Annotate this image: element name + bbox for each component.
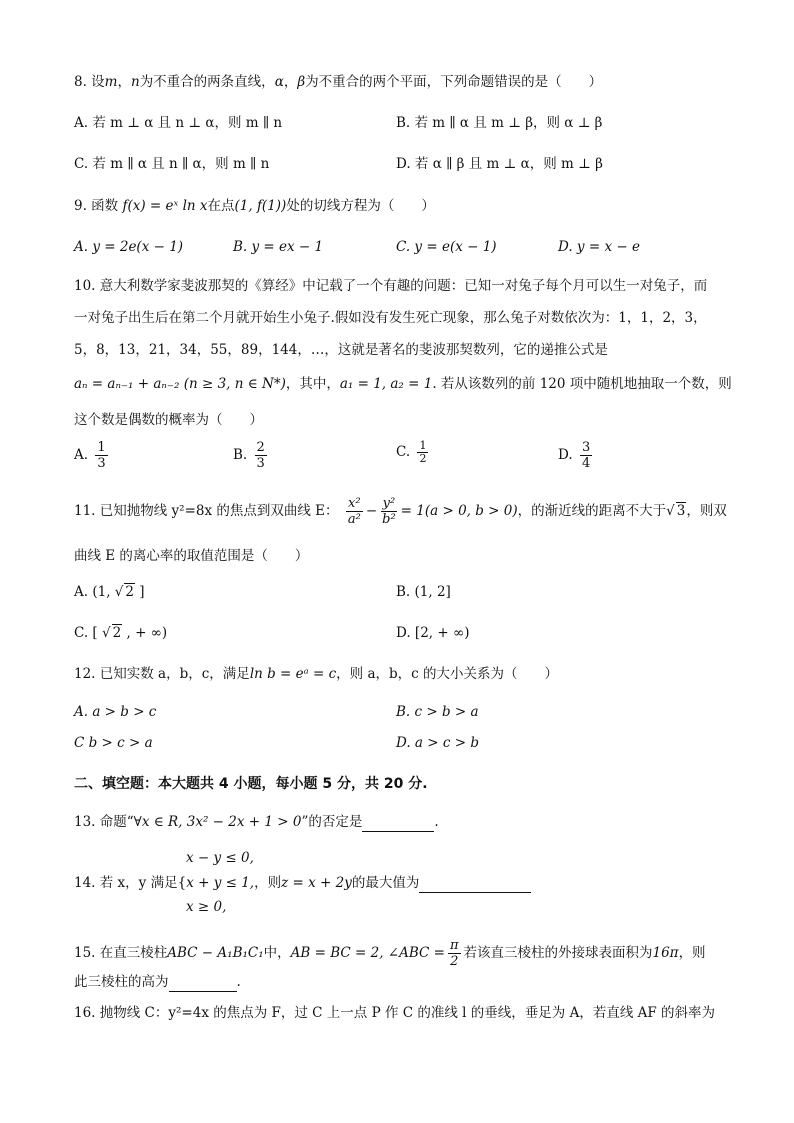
fraction: $\frac{\text{y²}}{\text{b²}}$ xyxy=(382,496,396,527)
q10-option-b: B. $\frac{2}{3}$ xyxy=(233,440,265,471)
q10-recurrence: aₙ = aₙ₋₁ + aₙ₋₂ (n ≥ 3, n ∈ N*) xyxy=(74,376,286,392)
q10-initial-values: a₁ = 1, a₂ = 1 xyxy=(339,376,433,392)
q10-line-1: 10. 意大利数学家斐波那契的《算经》中记载了一个有趣的问题：已知一对兔子每个月可以生一对兔子，而 xyxy=(74,278,708,294)
sqrt-symbol: √ xyxy=(102,625,111,641)
q10-line-3: 5，8，13，21，34，55，89，144，…，这就是著名的斐波那契数列，它的递推公式是 xyxy=(74,342,608,358)
sqrt-symbol: √ xyxy=(114,584,124,600)
answer-blank[interactable] xyxy=(169,975,237,992)
left-brace: { xyxy=(177,875,187,891)
fraction: $\frac{1}{3}$ xyxy=(97,440,106,471)
sqrt-symbol: √ xyxy=(666,503,675,519)
q9-option-b: B. y = ex − 1 xyxy=(233,239,324,255)
q11-stem: 11. 已知抛物线 y²=8x 的焦点到双曲线 E： $\frac{\text{x²}}{\text{a²}}$ − $\frac{\text{y²}}{\text{b²}}$ = 1(a > 0, b > 0)，的渐近线的距离不大于√ 3，则双 xyxy=(74,496,727,527)
q16-line-1: 16. 抛物线 C：y²=4x 的焦点为 F，过 C 上一点 P 作 C 的准线 l 的垂线，垂足为 A，若直线 AF 的斜率为 xyxy=(74,1005,716,1021)
q14-constraint-1: x − y ≤ 0, xyxy=(186,850,254,866)
q14-stem: 14. 若 x，y 满足{x + y ≤ 1,，则z = x + 2y的最大值为 xyxy=(74,873,531,893)
q9-option-c: C. y = e(x − 1) xyxy=(396,239,497,255)
fraction: $\frac{\text{x²}}{\text{a²}}$ xyxy=(347,496,361,527)
q11-option-d: D. [2, + ∞) xyxy=(396,625,470,641)
fraction: $\frac{1}{2}$ xyxy=(419,439,427,465)
q10-option-a: A. $\frac{1}{3}$ xyxy=(74,440,106,471)
q11-line-2: 曲线 E 的离心率的取值范围是（ ） xyxy=(74,548,309,564)
q10-option-c: C. $\frac{1}{2}$ xyxy=(396,439,427,465)
answer-blank[interactable] xyxy=(362,815,434,832)
q8-option-b: B. 若 m ∥ α 且 m ⊥ β，则 α ⊥ β xyxy=(396,115,603,131)
q12-option-c: C b > c > a xyxy=(74,735,153,751)
q9-stem: 9. 函数 f(x) = eˣ ln x在点(1, f(1))处的切线方程为（ ） xyxy=(74,198,435,214)
q8-option-a: A. 若 m ⊥ α 且 n ⊥ α，则 m ∥ n xyxy=(74,115,283,131)
fraction: $\frac{\pi}{2}$ xyxy=(449,938,459,969)
answer-blank[interactable] xyxy=(419,876,531,893)
q12-option-d: D. a > c > b xyxy=(396,735,479,751)
q15-line-2: 此三棱柱的高为 . xyxy=(74,974,241,990)
fraction: $\frac{2}{3}$ xyxy=(256,440,265,471)
q12-option-a: A. a > b > c xyxy=(74,704,157,720)
q10-option-d: D. $\frac{3}{4}$ xyxy=(558,440,591,471)
q10-line-4: aₙ = aₙ₋₁ + aₙ₋₂ (n ≥ 3, n ∈ N*)，其中，a₁ = 1, a₂ = 1. 若从该数列的前 120 项中随机地抽取一个数，则 xyxy=(74,376,732,392)
q11-option-a: A. (1, √ 2 ] xyxy=(74,584,145,600)
q8-option-d: D. 若 α ∥ β 且 m ⊥ α，则 m ⊥ β xyxy=(396,156,603,172)
q8-stem: 8. 设m，n为不重合的两条直线，α，β为不重合的两个平面，下列命题错误的是（ ） xyxy=(74,74,603,90)
q11-option-c: C. [ √ 2 , + ∞) xyxy=(74,625,168,641)
section-heading: 二、填空题：本大题共 4 小题，每小题 5 分，共 20 分. xyxy=(74,776,428,792)
q10-line-2: 一对兔子出生后在第二个月就开始生小兔子.假如没有发生死亡现象，那么兔子对数依次为：1，1，2，3， xyxy=(74,310,707,326)
q12-stem: 12. 已知实数 a，b，c，满足ln b = eᵃ = c，则 a，b，c 的大小关系为（ ） xyxy=(74,666,559,682)
q8-option-c: C. 若 m ∥ α 且 n ∥ α，则 m ∥ n xyxy=(74,156,270,172)
q14-constraint-3: x ≥ 0, xyxy=(186,899,227,915)
q13-stem: 13. 命题“∀x ∈ R, 3x² − 2x + 1 > 0”的否定是 . xyxy=(74,814,439,830)
q9-option-a: A. y = 2e(x − 1) xyxy=(74,239,184,255)
q10-line-5: 这个数是偶数的概率为（ ） xyxy=(74,412,263,428)
q12-option-b: B. c > b > a xyxy=(396,704,479,720)
q11-option-b: B. (1, 2] xyxy=(396,584,451,600)
fraction: $\frac{3}{4}$ xyxy=(581,440,591,471)
q15-stem: 15. 在直三棱柱ABC − A₁B₁C₁中，AB = BC = 2, ∠ABC = $\frac{\pi}{2}$ 若该直三棱柱的外接球表面积为16π，则 xyxy=(74,938,706,969)
q9-option-d: D. y = x − e xyxy=(558,239,640,255)
